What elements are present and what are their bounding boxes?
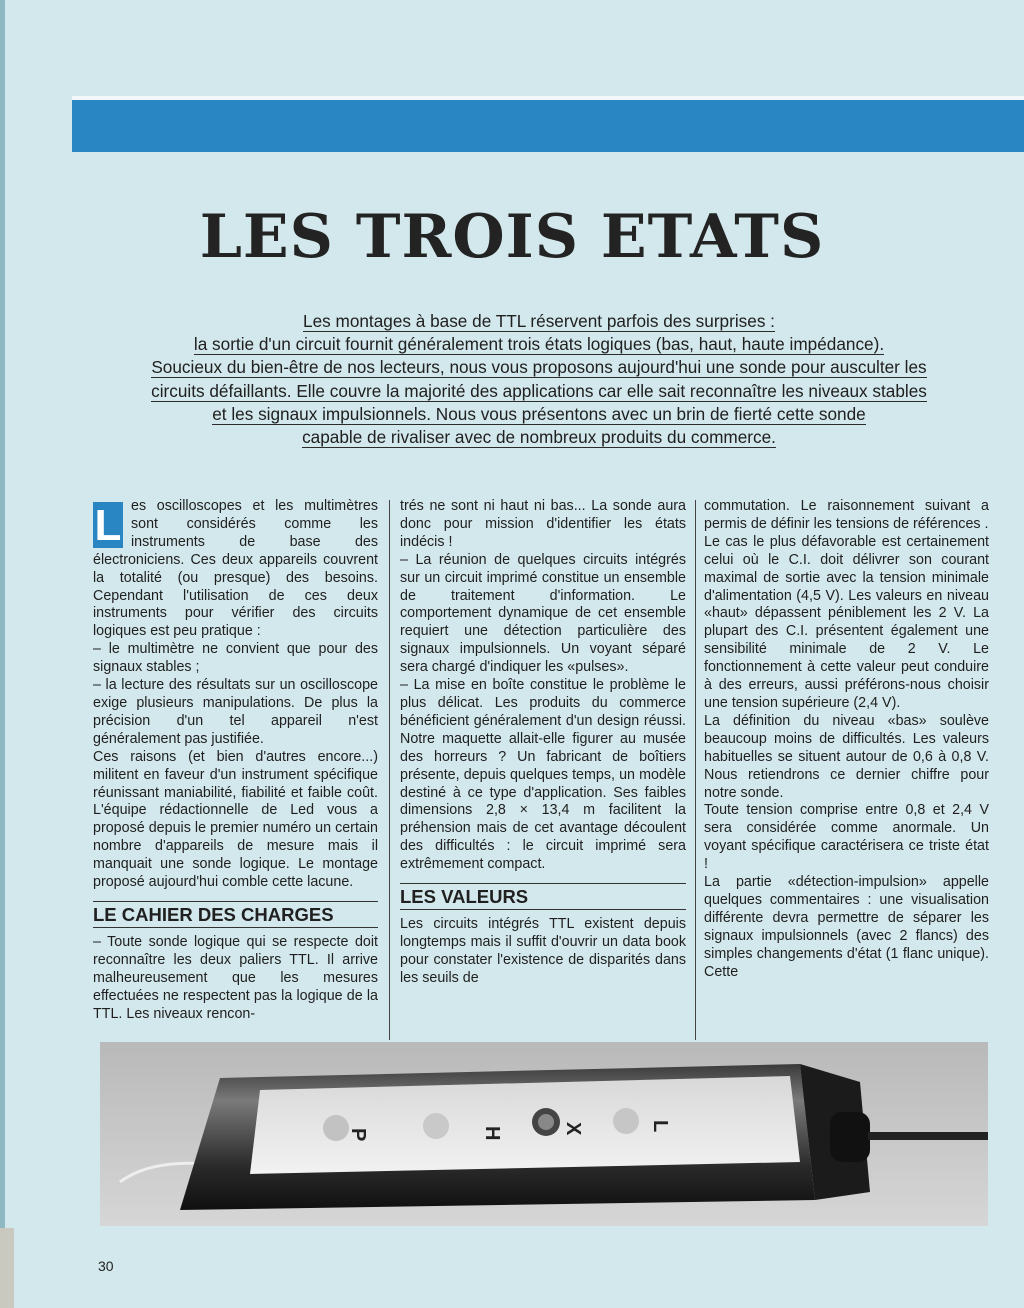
header-band: [72, 96, 1024, 152]
body-paragraph: – La réunion de quelques circuits intégrés sur un circuit imprimé constitue un ensemble de traitement d'information. Le comportement dynamique de cet ensemble requiert une détection particulière des signaux impulsionnels. Un voyant séparé sera chargé d'indiquer les «pulses».: [400, 551, 686, 676]
body-paragraph: La définition du niveau «bas» soulève beaucoup moins de difficultés. Les valeurs habituelles se situent autour de 0,6 à 0,8 V. Nous retiendrons ce dernier chiffre pour notre sonde.: [704, 712, 989, 801]
intro-line: circuits défaillants. Elle couvre la majorité des applications car elle sait reconnaître les niveaux stables: [151, 380, 927, 401]
probe-label: X: [562, 1122, 584, 1136]
intro-line: et les signaux impulsionnels. Nous vous présentons avec un brin de fierté cette sonde: [212, 403, 866, 424]
probe-label: H: [481, 1126, 503, 1141]
body-paragraph: Toute tension comprise entre 0,8 et 2,4 V sera considérée comme anormale. Un voyant spécifique caractérisera ce triste état !: [704, 802, 989, 873]
body-paragraph: – Toute sonde logique qui se respecte doit reconnaître les deux paliers TTL. Il arrive malheureusement que les mesures effectuées ne respectent pas la logique de la TTL. Les niveaux rencon-: [93, 933, 378, 1022]
column-rule: [695, 500, 696, 1040]
page-title: LES TROIS ETATS: [199, 202, 825, 272]
probe-label: L: [649, 1120, 671, 1133]
intro-line: la sortie d'un circuit fournit généralement trois états logiques (bas, haut, haute impédance).: [193, 334, 885, 355]
page-number: 30: [98, 1258, 114, 1274]
intro-line: Les montages à base de TTL réservent parfois des surprises :: [303, 311, 775, 331]
column-rule: [389, 500, 390, 1040]
body-paragraph: commutation. Le raisonnement suivant a permis de définir les tensions de références .: [704, 498, 989, 532]
body-paragraph: Les circuits intégrés TTL existent depuis longtemps mais il suffit d'ouvrir un data book pour constater l'existence de disparités dans les seuils de: [400, 916, 686, 986]
body-paragraph: Le cas le plus défavorable est certainement celui où le C.I. doit délivrer son courant maximal de sortie avec la tension minimale d'alimentation (4,5 V). Les valeurs en niveau «haut» dépassent péniblement les 2 V. La plupart des C.I. présentent également une sensibilité minimale de 2 V. Le fonctionnement à cette valeur peut conduire à des erreurs, aussi préférons-nous choisir une tension supérieure (2,4 V).: [704, 533, 989, 711]
intro-line: Soucieux du bien-être de nos lecteurs, nous vous proposons aujourd'hui une sonde pour ausculter les: [151, 357, 927, 378]
column-3: [704, 498, 989, 981]
binding-strip: [0, 1228, 14, 1308]
intro-line: capable de rivaliser avec de nombreux produits du commerce.: [302, 427, 776, 448]
probe-photo: [100, 1042, 988, 1226]
drop-cap: L: [94, 501, 122, 550]
probe-label: P: [347, 1128, 369, 1142]
body-paragraph: trés ne sont ni haut ni bas... La sonde aura donc pour mission d'identifier les états indécis !: [400, 498, 686, 550]
column-1: [93, 498, 378, 1023]
body-paragraph: – La mise en boîte constitue le problème le plus délicat. Les produits du commerce bénéficient généralement d'un design réussi. Notre maquette allait-elle figurer au musée des horreurs ? Un fabricant de boîtiers présente, depuis quelques temps, un modèle destiné à ce type d'application. Ses faibles dimensions 2,8 × 13,4 m facilitent la préhension mais de cet avantage découlent des difficultés : le circuit imprimé sera extrêmement compact.: [400, 677, 686, 873]
body-paragraph: – le multimètre ne convient que pour des signaux stables ;: [93, 641, 378, 676]
body-paragraph: Ces raisons (et bien d'autres encore...) militent en faveur d'un instrument spécifique réunissant maniabilité, fiabilité et faible coût. L'équipe rédactionnelle de Led vous a proposé depuis le premier numéro un certain nombre d'appareils de mesure mais il manquait une sonde logique. Le montage proposé aujourd'hui comble cette lacune.: [93, 748, 378, 891]
body-paragraph: La partie «détection-impulsion» appelle quelques commentaires : une visualisation différente devra permettre de séparer les signaux impulsionnels (avec 2 flancs) des simples changements d'état (1 flanc unique). Cette: [704, 874, 989, 980]
section-heading: LES VALEURS: [400, 883, 686, 910]
body-paragraph: – la lecture des résultats sur un oscilloscope exige plusieurs manipulations. De plus la précision d'un tel appareil n'est généralement pas justifiée.: [93, 677, 378, 747]
body-paragraph: L es oscilloscopes et les multimètres sont considérés comme les instruments de base des électroniciens. Ces deux appareils couvrent la totalité (ou presque) des besoins. Cependant l'utilisation de ces deux instruments pour vérifier des circuits logiques est peu pratique :: [93, 498, 378, 640]
section-heading: LE CAHIER DES CHARGES: [93, 901, 378, 928]
column-2: [400, 498, 686, 988]
intro-paragraph: [86, 310, 992, 449]
page-edge: [0, 0, 5, 1308]
probe-photo-image: [100, 1042, 988, 1226]
